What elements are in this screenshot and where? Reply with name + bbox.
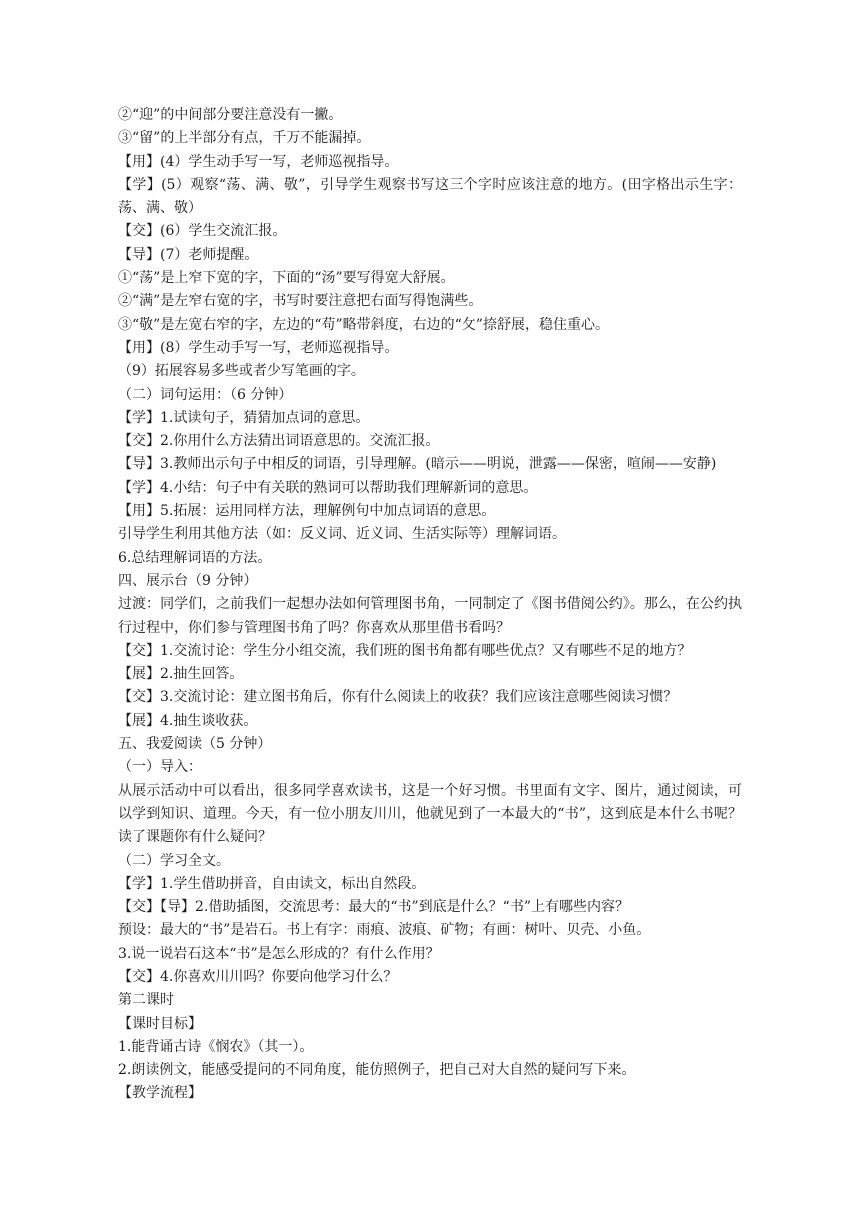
section-heading: 五、我爱阅读（5 分钟）: [118, 736, 272, 753]
text-line: 【交】【导】2.借助插图，交流思考：最大的“书”到底是什么？“书”上有哪些内容？: [118, 899, 629, 916]
text-line: 【交】1.交流讨论：学生分小组交流，我们班的图书角都有哪些优点？又有哪些不足的地方？: [118, 642, 692, 659]
section-heading: 【课时目标】: [118, 1015, 202, 1032]
text-line: 【导】(7）老师提醒。: [118, 246, 259, 263]
text-line: ①“荡”是上窄下宽的字，下面的“汤”要写得宽大舒展。: [118, 270, 455, 287]
text-paragraph: 过渡：同学们，之前我们一起想办法如何管理图书角，一同制定了《图书借阅公约》。那么，在公约执行过程中，你们参与管理图书角了吗？你喜欢从那里借书看吗？: [118, 596, 742, 636]
document-page: [118, 104, 742, 1106]
text-line: 1.能背诵古诗《悯农》（其一）。: [118, 1038, 314, 1055]
text-line: 【学】4.小结：句子中有关联的熟词可以帮助我们理解新词的意思。: [118, 479, 538, 496]
text-line: 【交】4.你喜欢川川吗？你要向他学习什么？: [118, 968, 398, 985]
section-heading: （二）学习全文。: [118, 852, 230, 869]
section-heading: 四、展示台（9 分钟）: [118, 572, 258, 589]
section-heading: 第二课时: [118, 992, 174, 1009]
text-line: 【学】1.试读句子，猜猜加点词的意思。: [118, 409, 370, 426]
section-heading: （一）导入：: [118, 759, 202, 776]
text-line: 【用】5.拓展：运用同样方法，理解例句中加点词语的意思。: [118, 503, 496, 520]
text-line: 【展】2.抽生回答。: [118, 666, 244, 683]
text-line: 3.说一说岩石这本“书”是怎么形成的？有什么作用？: [118, 945, 440, 962]
text-line: 【用】(4）学生动手写一写，老师巡视指导。: [118, 153, 399, 170]
text-paragraph: 【导】3.教师出示句子中相反的词语，引导理解。(暗示——明说，泄露——保密，喧闹——安静): [118, 456, 717, 473]
text-paragraph: 从展示活动中可以看出，很多同学喜欢读书，这是一个好习惯。书里面有文字、图片，通过阅读，可以学到知识、道理。今天，有一位小朋友川川，他就见到了一本最大的“书”，这到底是本什么书呢？读了课题你有什么疑问？: [118, 782, 742, 846]
text-line: 【用】(8）学生动手写一写，老师巡视指导。: [118, 339, 399, 356]
text-line: ③“敬”是左宽右窄的字，左边的“苟”略带斜度，右边的“攵”捺舒展，稳住重心。: [118, 316, 609, 333]
text-paragraph: 【学】(5）观察“荡、满、敬”，引导学生观察书写这三个字时应该注意的地方。(田字格出示生字：荡、满、敬）: [118, 176, 742, 217]
text-line: 2.朗读例文，能感受提问的不同角度，能仿照例子，把自己对大自然的疑问写下来。: [118, 1062, 636, 1079]
text-line: （9）拓展容易多些或者少写笔画的字。: [118, 363, 365, 380]
text-line: ②“迎”的中间部分要注意没有一撇。: [118, 107, 343, 123]
text-line: 【展】4.抽生谈收获。: [118, 712, 258, 729]
section-heading: 【教学流程】: [118, 1085, 202, 1102]
text-line: ②“满”是左窄右宽的字，书写时要注意把右面写得饱满些。: [118, 293, 483, 310]
text-line: 引导学生利用其他方法（如：反义词、近义词、生活实际等）理解词语。: [118, 526, 566, 543]
text-line: 【交】2.你用什么方法猜出词语意思的。交流汇报。: [118, 433, 440, 450]
text-line: 【交】(6）学生交流汇报。: [118, 223, 287, 240]
text-line: ③“留”的上半部分有点，千万不能漏掉。: [118, 130, 371, 147]
text-line: 6.总结理解词语的方法。: [118, 549, 272, 566]
text-line: 【学】1.学生借助拼音，自由读文，标出自然段。: [118, 875, 426, 892]
text-line: 预设：最大的“书”是岩石。书上有字：雨痕、波痕、矿物；有画：树叶、贝壳、小鱼。: [118, 922, 651, 939]
text-line: 【交】3.交流讨论：建立图书角后，你有什么阅读上的收获？我们应该注意哪些阅读习惯？: [118, 689, 678, 706]
section-heading: （二）词句运用：（6 分钟）: [118, 386, 293, 403]
